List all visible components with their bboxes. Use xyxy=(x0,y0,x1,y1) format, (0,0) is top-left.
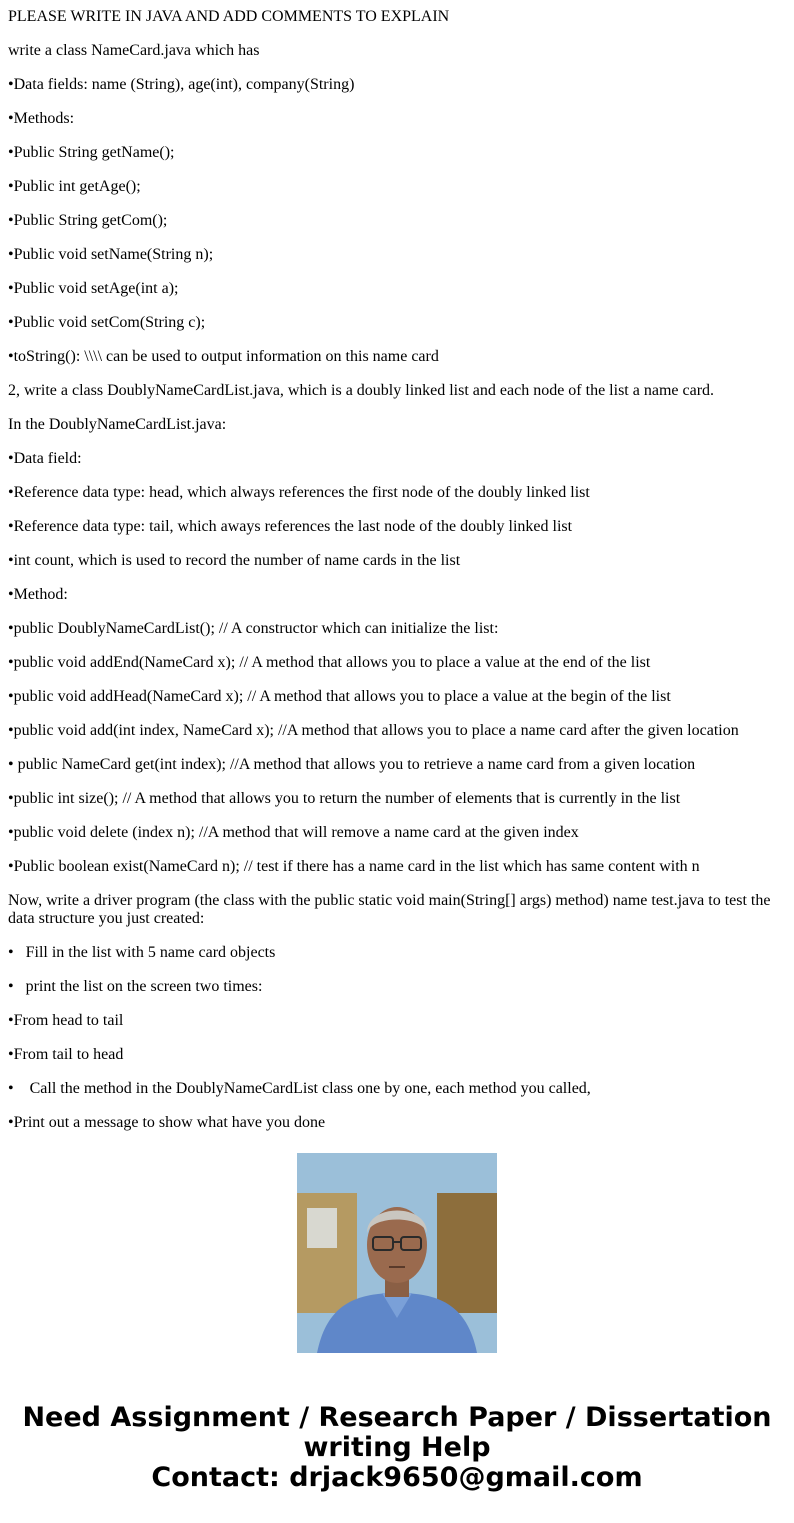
question-line: •Data field: xyxy=(8,450,82,467)
question-line: •public void addHead(NameCard x); // A method that allows you to place a value at the begin of the list xyxy=(8,688,671,705)
promo-banner xyxy=(0,1403,794,1493)
question-line: •Public int getAge(); xyxy=(8,178,141,195)
avatar xyxy=(297,1153,497,1353)
question-line: •Reference data type: tail, which aways references the last node of the doubly linked list xyxy=(8,518,573,535)
question-line: •int count, which is used to record the number of name cards in the list xyxy=(8,552,461,569)
question-line: •Public String getCom(); xyxy=(8,212,168,229)
question-line: •Public void setCom(String c); xyxy=(8,314,206,331)
question-line: • print the list on the screen two times: xyxy=(8,978,263,995)
question-line: • Fill in the list with 5 name card objects xyxy=(8,944,276,961)
question-line: •public void addEnd(NameCard x); // A method that allows you to place a value at the end of the list xyxy=(8,654,651,671)
question-line: •Public void setAge(int a); xyxy=(8,280,179,297)
question-line: Now, write a driver program (the class with the public static void main(String[] args) method) name test.java to test the data structure you just created: xyxy=(8,892,775,927)
question-line: •Reference data type: head, which always references the first node of the doubly linked list xyxy=(8,484,590,501)
question-line: •From head to tail xyxy=(8,1012,124,1029)
question-line: •toString(): \\\\ can be used to output information on this name card xyxy=(8,348,439,365)
question-line: 2, write a class DoublyNameCardList.java, which is a doubly linked list and each node of the list a name card. xyxy=(8,382,715,399)
question-text xyxy=(8,0,786,1131)
question-line: •Public boolean exist(NameCard n); // test if there has a name card in the list which has same content with n xyxy=(8,858,700,875)
question-line: •public DoublyNameCardList(); // A constructor which can initialize the list: xyxy=(8,620,499,637)
question-line: •Data fields: name (String), age(int), company(String) xyxy=(8,76,355,93)
question-line: •public int size(); // A method that allows you to return the number of elements that is currently in the list xyxy=(8,790,681,807)
question-line: •Method: xyxy=(8,586,68,603)
question-line: •Public void setName(String n); xyxy=(8,246,214,263)
promo-line-2: writing Help xyxy=(303,1432,491,1463)
question-line: • Call the method in the DoublyNameCardList class one by one, each method you called, xyxy=(8,1080,591,1097)
question-line: • public NameCard get(int index); //A method that allows you to retrieve a name card from a given location xyxy=(8,756,696,773)
question-line: •public void add(int index, NameCard x); //A method that allows you to place a name card after the given location xyxy=(8,722,739,739)
question-line: •public void delete (index n); //A method that will remove a name card at the given index xyxy=(8,824,579,841)
question-line: •From tail to head xyxy=(8,1046,124,1063)
question-line: write a class NameCard.java which has xyxy=(8,42,260,59)
question-line: •Public String getName(); xyxy=(8,144,175,161)
avatar-portrait xyxy=(297,1153,497,1353)
question-line: •Methods: xyxy=(8,110,75,127)
question-line: In the DoublyNameCardList.java: xyxy=(8,416,227,433)
question-line: PLEASE WRITE IN JAVA AND ADD COMMENTS TO EXPLAIN xyxy=(8,8,450,25)
promo-line-1: Need Assignment / Research Paper / Dissertation xyxy=(22,1402,772,1433)
promo-contact: Contact: drjack9650@gmail.com xyxy=(151,1462,643,1493)
question-line: •Print out a message to show what have you done xyxy=(8,1114,326,1131)
